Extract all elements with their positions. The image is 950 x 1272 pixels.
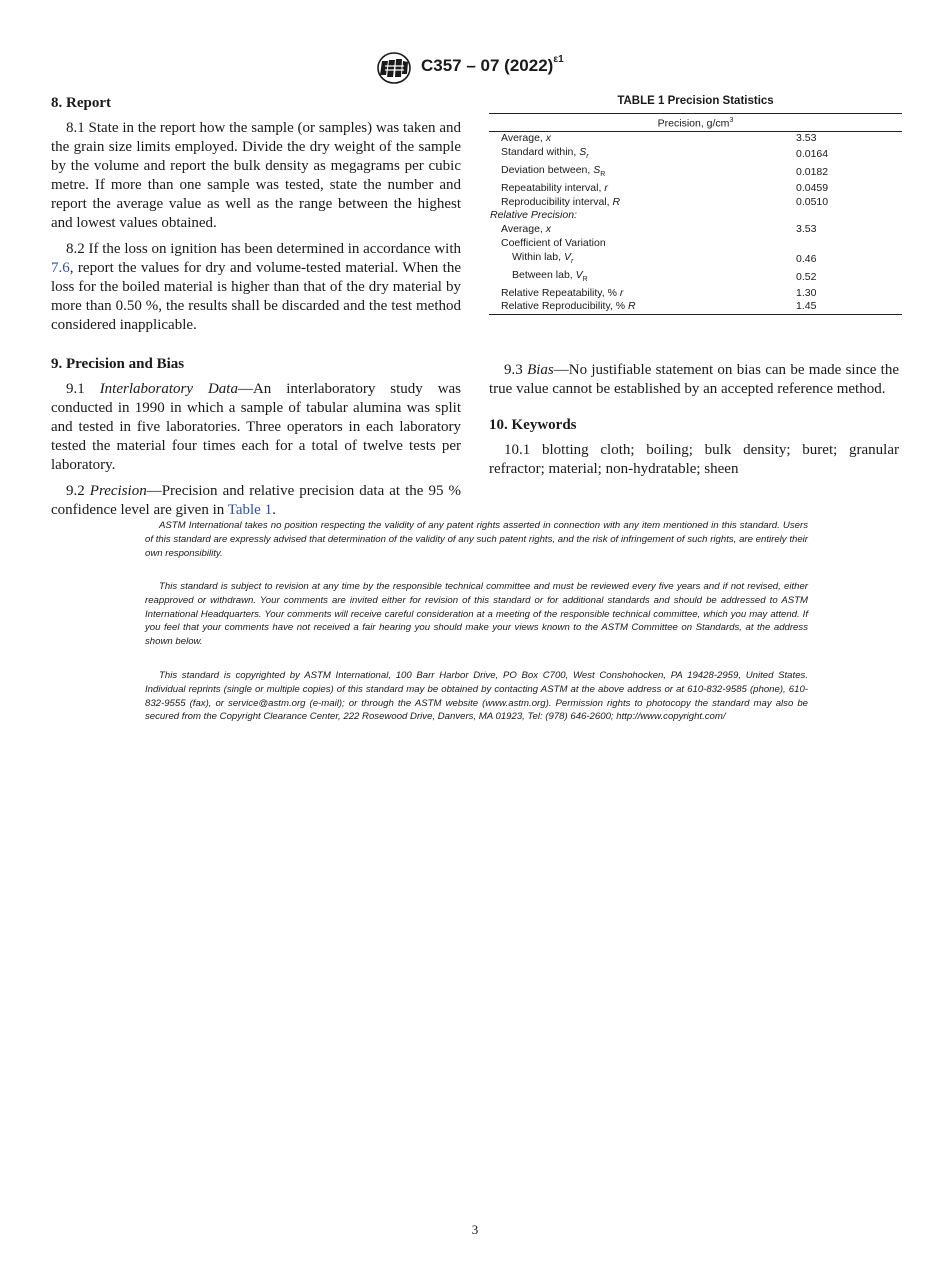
paragraph-8-1: 8.1 State in the report how the sample (or samples) was taken and the grain size limits employed. Divide the dry weight of the sample by the volume and report the bulk density as megagrams per cubic metre. If more than one sample was tested, state the number and report the average value as well as the range between the highest and lowest values obtained. bbox=[51, 120, 461, 231]
right-column bbox=[489, 361, 899, 479]
row-label-dev-between bbox=[489, 164, 796, 182]
subscript-text: R bbox=[582, 275, 588, 283]
paragraph-9-3 bbox=[489, 361, 899, 399]
table-row bbox=[489, 146, 902, 164]
row-value-between-lab: 0.52 bbox=[796, 270, 817, 283]
table-row bbox=[489, 164, 902, 182]
symbol-text: S bbox=[579, 146, 587, 159]
paragraph-9-1-term: Interlaboratory Data bbox=[99, 381, 238, 397]
row-value-repeatability: 0.0459 bbox=[796, 181, 829, 194]
row-label-relative-average bbox=[489, 223, 796, 237]
label-text: Standard within, bbox=[501, 146, 580, 159]
table-1-block bbox=[489, 93, 902, 315]
row-label-within-lab bbox=[489, 251, 796, 269]
symbol-text: V bbox=[563, 250, 571, 263]
subscript-text: R bbox=[600, 171, 606, 179]
symbol-text: R bbox=[628, 300, 636, 313]
table-row bbox=[489, 132, 902, 146]
row-value-relative-reproducibility: 1.45 bbox=[796, 300, 902, 314]
symbol-text: x bbox=[545, 223, 552, 236]
table-row bbox=[489, 223, 902, 237]
row-value-relative-repeatability: 1.30 bbox=[796, 286, 817, 299]
row-label-average bbox=[489, 132, 796, 146]
paragraph-9-1 bbox=[51, 380, 461, 475]
paragraph-9-3-term: Bias bbox=[527, 362, 554, 378]
row-value-std-within: 0.0164 bbox=[796, 148, 829, 161]
epsilon-superscript: ε1 bbox=[553, 54, 564, 66]
subscript-text: r bbox=[570, 257, 574, 265]
table-row bbox=[489, 287, 902, 301]
row-label-relative-repeatability bbox=[489, 287, 796, 301]
row-value-within-lab: 0.46 bbox=[796, 252, 817, 265]
table-row bbox=[489, 196, 902, 210]
paragraph-9-3-text: —No justifiable statement on bias can be made since the true value cannot be established by an accepted reference method. bbox=[489, 362, 900, 397]
row-value-reproducibility: 0.0510 bbox=[796, 195, 829, 208]
subscript-text: r bbox=[586, 153, 589, 161]
label-text: Repeatability interval, bbox=[501, 181, 605, 194]
row-label-repeatability bbox=[489, 182, 796, 196]
row-label-between-lab bbox=[489, 269, 796, 287]
table-1-title: TABLE 1 Precision Statistics bbox=[617, 95, 774, 107]
paragraph-9-2 bbox=[51, 482, 461, 520]
row-value-dev-between: 0.0182 bbox=[796, 166, 829, 179]
table-row bbox=[489, 269, 902, 287]
label-text: Relative Reproducibility, % bbox=[501, 300, 629, 313]
paragraph-8-2-text-a: 8.2 If the loss on ignition has been determined in accordance with bbox=[66, 241, 461, 257]
paragraph-10-1: 10.1 blotting cloth; boiling; bulk density; buret; granular refractor; material; non-hydratable; sheen bbox=[489, 442, 899, 477]
paragraph-9-1-text: —An interlaboratory study was conducted in 1990 in which a sample of tabular alumina was split and tested in five laboratories. Three operators in each laboratory tested the material four times each for a total of twelve tests per laboratory. bbox=[51, 381, 462, 473]
copyright-notice: This standard is copyrighted by ASTM International, 100 Barr Harbor Drive, PO Box C700, West Conshohocken, PA 19428-2959, United States. Individual reprints (single or multiple copies) of this standard may be obtained by contacting ASTM at the above address or at 610-832-9585 (phone), 610-832-9555 (fax), or service@astm.org (e-mail); or through the ASTM website (www.astm.org). Permission rights to photocopy the standard may also be secured from the Copyright Clearance Center, 222 Rosewood Drive, Danvers, MA 01923, Tel: (978) 646-2600; http://www.copyright.com/ bbox=[145, 670, 808, 723]
label-text: Average, bbox=[501, 223, 546, 236]
row-value-relative-average: 3.53 bbox=[796, 223, 817, 236]
label-text: Deviation between, bbox=[501, 163, 594, 176]
table-row bbox=[489, 182, 902, 196]
table-row bbox=[489, 251, 902, 269]
page-header bbox=[0, 52, 950, 86]
revision-notice: This standard is subject to revision at any time by the responsible technical committee and must be reviewed every five years and if not revised, either reapproved or withdrawn. Your comments are invited either for revision of this standard or for additional standards and should be addressed to ASTM International Headquarters. Your comments will receive careful consideration at a meeting of the responsible technical committee, which you may attend. If you feel that your comments have not received a fair hearing you should make your views known to the ASTM Committee on Standards, at the address shown below. bbox=[145, 581, 808, 648]
table-header-cell bbox=[489, 114, 902, 132]
section-8-heading: 8. Report bbox=[51, 95, 111, 111]
paragraph-9-2-end: . bbox=[272, 502, 276, 518]
paragraph-9-2-term: Precision bbox=[89, 483, 147, 499]
header-superscript: 3 bbox=[729, 117, 734, 124]
link-7-6[interactable]: 7.6 bbox=[51, 260, 70, 276]
precision-table bbox=[489, 113, 902, 315]
symbol-text: r bbox=[619, 286, 624, 299]
label-text: Within lab, bbox=[512, 250, 564, 263]
section-10-heading: 10. Keywords bbox=[489, 417, 577, 433]
symbol-text: V bbox=[575, 268, 583, 281]
paragraph-9-1-number: 9.1 bbox=[66, 381, 100, 397]
empty-cell bbox=[796, 209, 902, 223]
table-row bbox=[489, 300, 902, 314]
link-table-1[interactable]: Table 1 bbox=[227, 502, 273, 518]
paragraph-9-2-text: —Precision and relative precision data at the 95 % confidence level are given in bbox=[51, 483, 461, 518]
table-row bbox=[489, 209, 902, 223]
page-number: 3 bbox=[471, 1222, 479, 1237]
document-designation bbox=[421, 56, 564, 76]
label-text: Reproducibility interval, bbox=[501, 195, 613, 208]
table-row bbox=[489, 237, 902, 251]
paragraph-8-2-text-b: , report the values for dry and volume-tested material. When the loss for the boiled material is higher than that of the dry material by more than 0.50 %, the results shall be discarded and the test method considered inapplicable. bbox=[51, 260, 461, 333]
row-label-relative-reproducibility bbox=[489, 300, 796, 314]
row-label-std-within bbox=[489, 146, 796, 164]
symbol-text: r bbox=[604, 181, 608, 194]
left-column bbox=[51, 93, 461, 520]
label-text: Relative Repeatability, % bbox=[501, 286, 620, 299]
paragraph-8-2 bbox=[51, 240, 461, 335]
empty-cell bbox=[796, 237, 902, 251]
label-text: Average, bbox=[501, 132, 546, 145]
row-value-average: 3.53 bbox=[796, 132, 817, 145]
paragraph-9-2-number: 9.2 bbox=[66, 483, 90, 499]
row-label-coefficient-of-variation: Coefficient of Variation bbox=[501, 237, 606, 250]
relative-precision-heading: Relative Precision: bbox=[490, 209, 577, 222]
astm-logo-icon bbox=[376, 52, 412, 84]
paragraph-9-3-number: 9.3 bbox=[504, 362, 528, 378]
designation-text: C357 – 07 (2022) bbox=[421, 56, 554, 75]
symbol-text: S bbox=[593, 163, 601, 176]
section-9-heading: 9. Precision and Bias bbox=[51, 356, 185, 372]
row-label-reproducibility bbox=[489, 196, 796, 210]
label-text: Between lab, bbox=[512, 268, 576, 281]
table-header-row bbox=[489, 114, 902, 132]
symbol-text: x bbox=[545, 132, 552, 145]
patent-notice: ASTM International takes no position respecting the validity of any patent rights asserted in connection with any item mentioned in this standard. Users of this standard are expressly advised that determination of the validity of any such patent rights, and the risk of infringement of such rights, are entirely their own responsibility. bbox=[145, 520, 808, 559]
symbol-text: R bbox=[612, 195, 621, 208]
header-label: Precision, g/cm bbox=[657, 117, 730, 130]
